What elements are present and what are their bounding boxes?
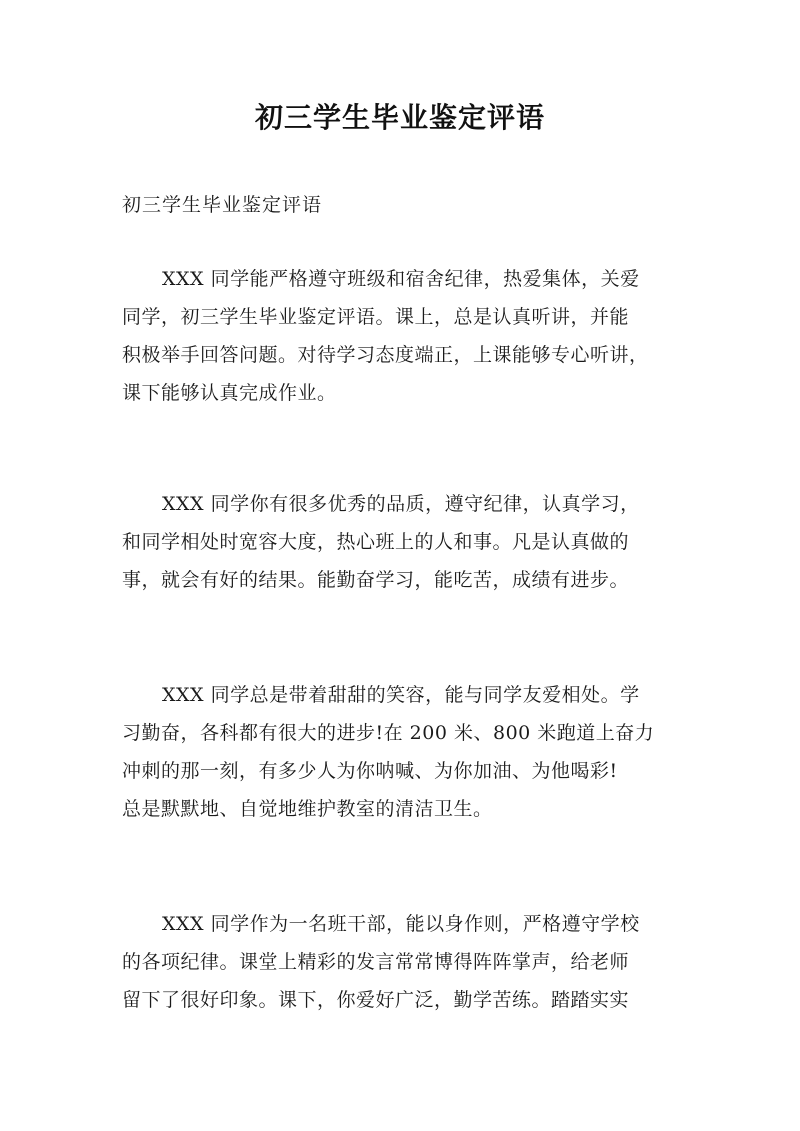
paragraph-1 bbox=[122, 260, 690, 412]
paragraph-line: XXX 同学能严格遵守班级和宿舍纪律，热爱集体，关爱 bbox=[162, 268, 640, 290]
paragraph-line: 的各项纪律。课堂上精彩的发言常常博得阵阵掌声，给老师 bbox=[122, 951, 630, 973]
paragraph-line: 冲刺的那一刻，有多少人为你呐喊、为你加油、为他喝彩! bbox=[122, 760, 618, 782]
document-subtitle: 初三学生毕业鉴定评语 bbox=[122, 194, 323, 216]
paragraph-line: 和同学相处时宽容大度，热心班上的人和事。凡是认真做的 bbox=[122, 531, 630, 553]
paragraph-line: XXX 同学作为一名班干部，能以身作则，严格遵守学校 bbox=[162, 913, 640, 935]
paragraph-line: XXX 同学总是带着甜甜的笑容，能与同学友爱相处。学 bbox=[162, 684, 640, 706]
document-title: 初三学生毕业鉴定评语 bbox=[254, 101, 545, 134]
paragraph-line: 留下了很好印象。课下，你爱好广泛，勤学苦练。踏踏实实 bbox=[122, 989, 630, 1011]
paragraph-3 bbox=[122, 676, 690, 828]
paragraph-line: 积极举手回答问题。对待学习态度端正，上课能够专心听讲， bbox=[122, 344, 649, 366]
paragraph-line: 同学，初三学生毕业鉴定评语。课上，总是认真听讲，并能 bbox=[122, 306, 630, 328]
paragraph-line: 总是默默地、自觉地维护教室的清洁卫生。 bbox=[122, 798, 493, 820]
paragraph-line: 课下能够认真完成作业。 bbox=[122, 382, 337, 404]
paragraph-4 bbox=[122, 905, 690, 1019]
paragraph-line: XXX 同学你有很多优秀的品质，遵守纪律，认真学习， bbox=[162, 493, 640, 515]
paragraph-2 bbox=[122, 485, 690, 599]
paragraph-line: 习勤奋，各科都有很大的进步!在 200 米、800 米跑道上奋力 bbox=[122, 722, 655, 744]
paragraph-line: 事，就会有好的结果。能勤奋学习，能吃苦，成绩有进步。 bbox=[122, 569, 630, 591]
